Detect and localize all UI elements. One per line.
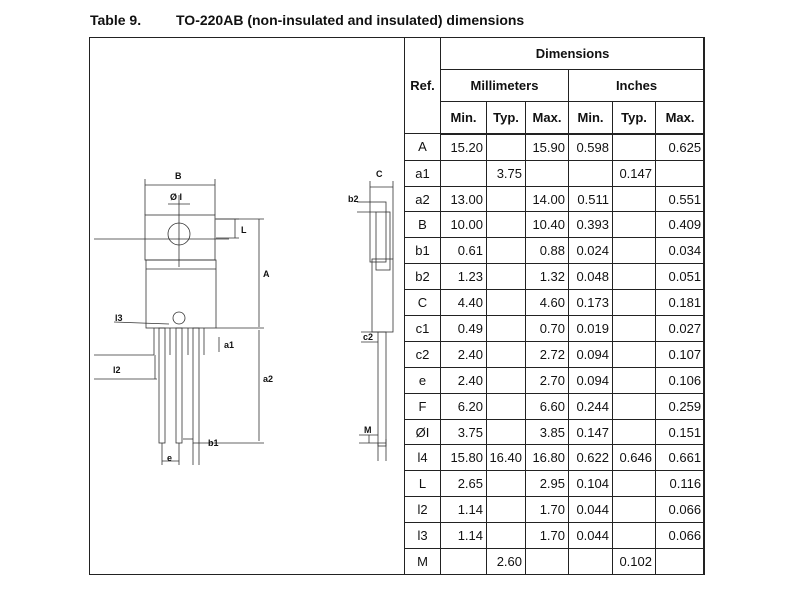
table-row: [405, 212, 705, 238]
label-c2: c2: [363, 332, 374, 342]
value-cell: 1.32: [526, 264, 569, 290]
value-cell: 14.00: [526, 186, 569, 212]
value-cell: 0.173: [569, 290, 613, 316]
table-row: [405, 316, 705, 342]
value-cell: 3.75: [441, 419, 487, 445]
value-cell: 16.80: [526, 445, 569, 471]
lead-middle: [176, 328, 182, 443]
value-cell: 0.094: [569, 367, 613, 393]
value-cell: [613, 212, 656, 238]
value-cell: 0.027: [656, 316, 705, 342]
mm-max-header: Max.: [526, 102, 569, 134]
value-cell: 0.661: [656, 445, 705, 471]
ref-cell: C: [405, 290, 441, 316]
label-b2: b2: [348, 194, 359, 204]
value-cell: 0.102: [613, 549, 656, 575]
value-cell: [613, 290, 656, 316]
ref-header: Ref.: [405, 38, 441, 134]
front-tab: [145, 215, 215, 260]
value-cell: [613, 341, 656, 367]
ref-cell: A: [405, 134, 441, 161]
value-cell: 0.044: [569, 523, 613, 549]
value-cell: 4.60: [526, 290, 569, 316]
value-cell: 2.72: [526, 341, 569, 367]
value-cell: 15.80: [441, 445, 487, 471]
value-cell: [487, 134, 526, 161]
table-row: [405, 367, 705, 393]
value-cell: [441, 549, 487, 575]
value-cell: [613, 186, 656, 212]
value-cell: 0.49: [441, 316, 487, 342]
value-cell: 0.598: [569, 134, 613, 161]
inches-header: Inches: [569, 70, 705, 102]
value-cell: [487, 238, 526, 264]
value-cell: 0.147: [613, 160, 656, 186]
value-cell: 0.024: [569, 238, 613, 264]
table-row: [405, 471, 705, 497]
front-body: [146, 260, 216, 328]
value-cell: 0.646: [613, 445, 656, 471]
value-cell: 0.116: [656, 471, 705, 497]
value-cell: 0.70: [526, 316, 569, 342]
value-cell: 0.094: [569, 341, 613, 367]
ref-cell: L: [405, 471, 441, 497]
value-cell: [487, 471, 526, 497]
value-cell: 4.40: [441, 290, 487, 316]
value-cell: [487, 290, 526, 316]
value-cell: [656, 160, 705, 186]
value-cell: 1.14: [441, 497, 487, 523]
in-max-header: Max.: [656, 102, 705, 134]
value-cell: 15.90: [526, 134, 569, 161]
value-cell: [487, 341, 526, 367]
side-tab: [370, 202, 386, 262]
value-cell: 0.066: [656, 497, 705, 523]
value-cell: 1.23: [441, 264, 487, 290]
value-cell: [487, 186, 526, 212]
value-cell: 1.70: [526, 497, 569, 523]
value-cell: 0.622: [569, 445, 613, 471]
in-min-header: Min.: [569, 102, 613, 134]
table-caption: [90, 12, 524, 28]
value-cell: 10.40: [526, 212, 569, 238]
value-cell: [613, 497, 656, 523]
value-cell: 0.107: [656, 341, 705, 367]
value-cell: 0.048: [569, 264, 613, 290]
ref-cell: b2: [405, 264, 441, 290]
value-cell: 0.104: [569, 471, 613, 497]
label-b1: b1: [208, 438, 219, 448]
value-cell: 2.40: [441, 367, 487, 393]
value-cell: 0.181: [656, 290, 705, 316]
value-cell: [613, 523, 656, 549]
ref-cell: l3: [405, 523, 441, 549]
value-cell: 0.551: [656, 186, 705, 212]
value-cell: [656, 549, 705, 575]
value-cell: [487, 419, 526, 445]
ref-cell: c2: [405, 341, 441, 367]
value-cell: 1.14: [441, 523, 487, 549]
value-cell: 10.00: [441, 212, 487, 238]
value-cell: [526, 160, 569, 186]
value-cell: [487, 523, 526, 549]
value-cell: 15.20: [441, 134, 487, 161]
table-row: [405, 393, 705, 419]
value-cell: 0.034: [656, 238, 705, 264]
value-cell: [613, 393, 656, 419]
ref-cell: c1: [405, 316, 441, 342]
ref-cell: b1: [405, 238, 441, 264]
millimeters-header: Millimeters: [441, 70, 569, 102]
in-typ-header: Typ.: [613, 102, 656, 134]
value-cell: [613, 367, 656, 393]
table-row: [405, 186, 705, 212]
value-cell: [487, 393, 526, 419]
table-row: [405, 549, 705, 575]
value-cell: [613, 316, 656, 342]
value-cell: 0.244: [569, 393, 613, 419]
value-cell: 2.60: [487, 549, 526, 575]
label-e: e: [167, 453, 173, 463]
label-l2: l2: [113, 365, 121, 375]
value-cell: 2.40: [441, 341, 487, 367]
value-cell: [441, 160, 487, 186]
table-row: [405, 497, 705, 523]
table-row: [405, 160, 705, 186]
value-cell: 1.70: [526, 523, 569, 549]
label-C: C: [376, 169, 383, 179]
value-cell: 0.409: [656, 212, 705, 238]
label-L: L: [241, 225, 247, 235]
ref-cell: a2: [405, 186, 441, 212]
table-body: [405, 134, 705, 575]
value-cell: [487, 264, 526, 290]
ref-cell: l2: [405, 497, 441, 523]
mm-typ-header: Typ.: [487, 102, 526, 134]
value-cell: 0.147: [569, 419, 613, 445]
lead-left: [159, 328, 165, 443]
table-row: [405, 290, 705, 316]
label-a2: a2: [263, 374, 274, 384]
value-cell: [613, 419, 656, 445]
value-cell: 0.019: [569, 316, 613, 342]
value-cell: 3.85: [526, 419, 569, 445]
value-cell: 0.259: [656, 393, 705, 419]
ref-cell: F: [405, 393, 441, 419]
value-cell: 0.151: [656, 419, 705, 445]
value-cell: 0.106: [656, 367, 705, 393]
ref-cell: ØI: [405, 419, 441, 445]
value-cell: [487, 367, 526, 393]
ref-cell: M: [405, 549, 441, 575]
value-cell: 6.20: [441, 393, 487, 419]
value-cell: [526, 549, 569, 575]
value-cell: 0.051: [656, 264, 705, 290]
side-lead: [378, 332, 386, 446]
ref-cell: l4: [405, 445, 441, 471]
table-row: [405, 341, 705, 367]
dimensions-table: [404, 37, 705, 575]
table-row: [405, 264, 705, 290]
value-cell: 2.65: [441, 471, 487, 497]
label-a1: a1: [224, 340, 235, 350]
label-B: B: [175, 171, 182, 181]
value-cell: 3.75: [487, 160, 526, 186]
value-cell: 2.70: [526, 367, 569, 393]
table-row: [405, 238, 705, 264]
table-row: [405, 134, 705, 161]
table-row: [405, 445, 705, 471]
value-cell: [487, 212, 526, 238]
value-cell: 0.61: [441, 238, 487, 264]
label-A: A: [263, 269, 270, 279]
value-cell: [613, 238, 656, 264]
value-cell: 2.95: [526, 471, 569, 497]
table-row: [405, 419, 705, 445]
label-M: M: [364, 425, 372, 435]
value-cell: [613, 134, 656, 161]
side-body-upper: [376, 212, 390, 270]
value-cell: [487, 316, 526, 342]
value-cell: 16.40: [487, 445, 526, 471]
dimensions-header: Dimensions: [441, 38, 705, 70]
value-cell: 0.88: [526, 238, 569, 264]
value-cell: [569, 160, 613, 186]
value-cell: 13.00: [441, 186, 487, 212]
value-cell: 0.044: [569, 497, 613, 523]
table-number: Table 9.: [90, 12, 142, 28]
mm-min-header: Min.: [441, 102, 487, 134]
ref-cell: a1: [405, 160, 441, 186]
value-cell: [613, 471, 656, 497]
value-cell: 0.511: [569, 186, 613, 212]
value-cell: 6.60: [526, 393, 569, 419]
value-cell: 0.066: [656, 523, 705, 549]
value-cell: [613, 264, 656, 290]
value-cell: 0.393: [569, 212, 613, 238]
value-cell: 0.625: [656, 134, 705, 161]
label-l3: l3: [115, 313, 123, 323]
label-phi: Ø I: [170, 192, 183, 202]
ref-cell: e: [405, 367, 441, 393]
value-cell: [487, 497, 526, 523]
table-title: TO-220AB (non-insulated and insulated) dimensions: [176, 12, 525, 28]
package-drawing: [89, 37, 405, 575]
value-cell: [569, 549, 613, 575]
table-row: [405, 523, 705, 549]
sub-header-row: [405, 102, 705, 134]
ref-cell: B: [405, 212, 441, 238]
lead-right: [193, 328, 199, 443]
